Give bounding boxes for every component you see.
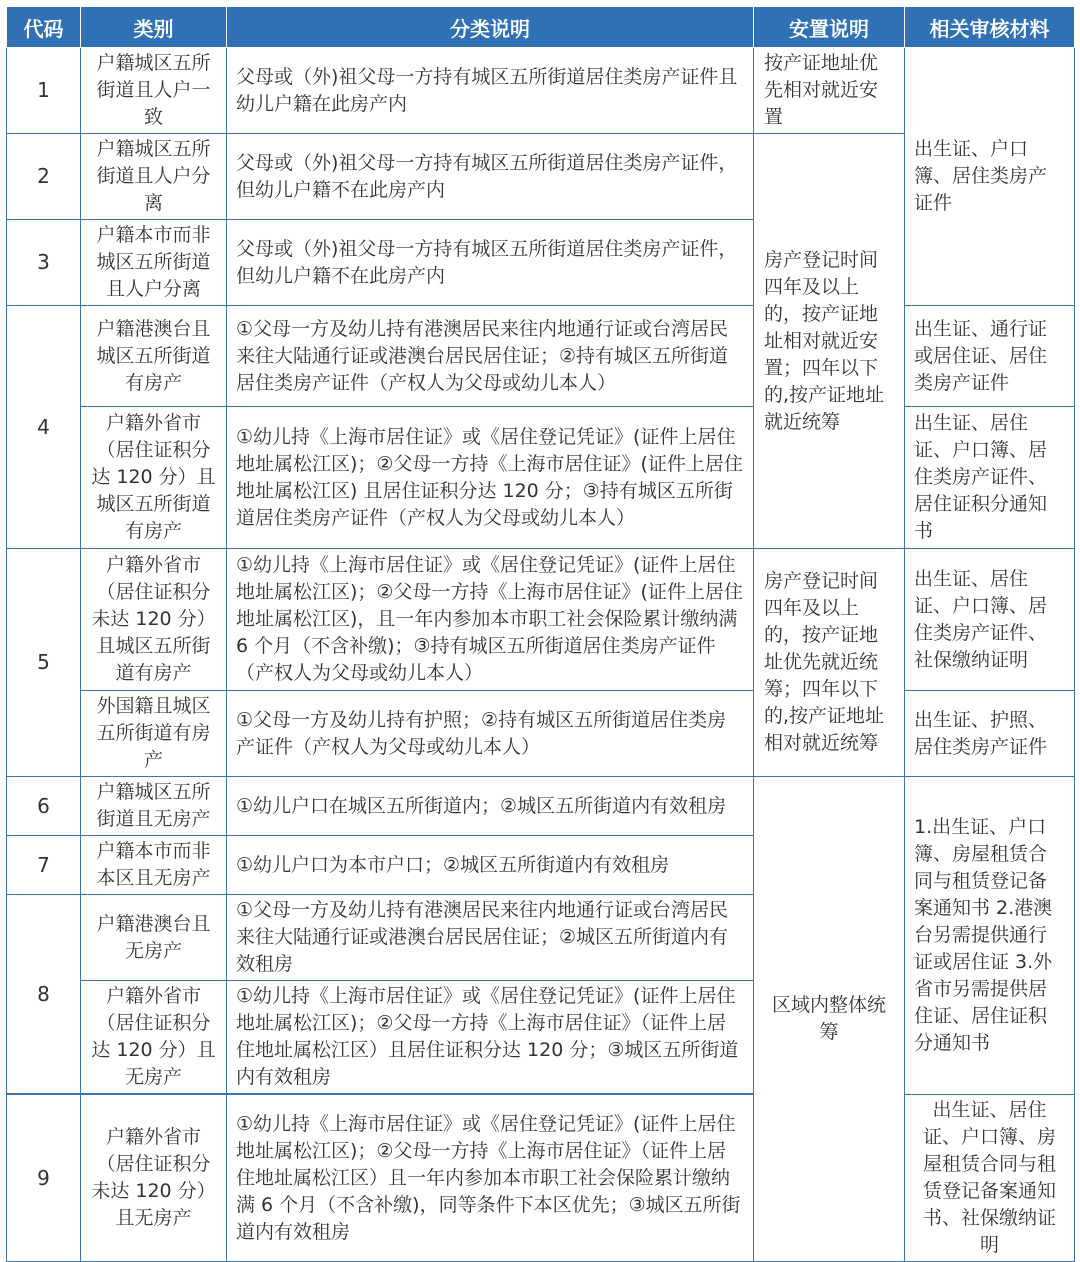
- table-row: [7, 691, 1075, 777]
- placement-note: 区域内整体统筹: [754, 777, 905, 1262]
- row-code: 3: [7, 220, 81, 306]
- row-category: 户籍外省市（居住证积分未达 120 分）且城区五所街道有房产: [81, 549, 227, 691]
- header-category: 类别: [81, 7, 227, 48]
- materials-note: 出生证、护照、居住类房产证件: [905, 691, 1075, 777]
- row-description: ①幼儿持《上海市居住证》或《居住登记凭证》(证件上居住地址属松江区)；②父母一方持《上海市居住证》(证件上居住地址属松江区) 且居住证积分达 120 分；③持有城区五所街道居住类房产证件（产权人为父母或幼儿本人）: [227, 407, 754, 549]
- row-description: ①父母一方及幼儿持有港澳居民来往内地通行证或台湾居民来往大陆通行证或港澳台居民居住证；②城区五所街道内有效租房: [227, 895, 754, 981]
- row-code: 6: [7, 777, 81, 836]
- row-category: 户籍外省市（居住证积分未达 120 分）且无房产: [81, 1095, 227, 1262]
- materials-note: 出生证、居住证、户口簿、居住类房产证件、居住证积分通知书: [905, 407, 1075, 549]
- table-row: [7, 777, 1075, 836]
- header-materials: 相关审核材料: [905, 7, 1075, 48]
- placement-note: 房产登记时间四年及以上的，按产证地址相对就近安置；四年以下的,按产证地址就近统筹: [754, 134, 905, 549]
- row-code: 9: [7, 1095, 81, 1262]
- row-category: 户籍外省市（居住证积分达 120 分）且无房产: [81, 981, 227, 1094]
- row-category: 户籍港澳台且城区五所街道有房产: [81, 306, 227, 407]
- placement-note: 按产证地址优先相对就近安置: [754, 48, 905, 134]
- row-description: ①幼儿持《上海市居住证》或《居住登记凭证》(证件上居住地址属松江区)；②父母一方持《上海市居住证》(证件上居住地址属松江区)，且一年内参加本市职工社会保险累计缴纳满 6 个月（不含补缴)；③持有城区五所街道居住类房产证件（产权人为父母或幼儿本人）: [227, 549, 754, 691]
- row-code: 2: [7, 134, 81, 220]
- table-row: [7, 1095, 1075, 1262]
- row-code: 7: [7, 836, 81, 895]
- row-description: 父母或（外)祖父母一方持有城区五所街道居住类房产证件且幼儿户籍在此房产内: [227, 48, 754, 134]
- materials-note: 出生证、居住证、户口簿、居住类房产证件、社保缴纳证明: [905, 549, 1075, 691]
- row-description: ①幼儿户口在城区五所街道内；②城区五所街道内有效租房: [227, 777, 754, 836]
- header-code: 代码: [7, 7, 81, 48]
- row-category: 外国籍且城区五所街道有房产: [81, 691, 227, 777]
- row-code: 5: [7, 549, 81, 777]
- header-description: 分类说明: [227, 7, 754, 48]
- row-category: 户籍城区五所街道且无房产: [81, 777, 227, 836]
- table-row: [7, 407, 1075, 549]
- materials-note: 出生证、户口簿、居住类房产证件: [905, 48, 1075, 306]
- row-code: 4: [7, 306, 81, 549]
- table-header-row: [7, 7, 1075, 48]
- table-row: [7, 549, 1075, 691]
- header-placement: 安置说明: [754, 7, 905, 48]
- row-description: ①幼儿持《上海市居住证》或《居住登记凭证》(证件上居住地址属松江区)；②父母一方持《上海市居住证》（证件上居住地址属松江区）且居住证积分达 120 分；③城区五所街道内有效租房: [227, 981, 754, 1094]
- row-category: 户籍城区五所街道且人户一致: [81, 48, 227, 134]
- row-category: 户籍港澳台且无房产: [81, 895, 227, 981]
- materials-note: 出生证、居住证、户口簿、房屋租赁合同与租赁登记备案通知书、社保缴纳证明: [905, 1095, 1075, 1262]
- row-code: 8: [7, 895, 81, 1094]
- row-code: 1: [7, 48, 81, 134]
- table-row: [7, 306, 1075, 407]
- row-description: 父母或（外)祖父母一方持有城区五所街道居住类房产证件，但幼儿户籍不在此房产内: [227, 134, 754, 220]
- row-category: 户籍外省市（居住证积分达 120 分）且城区五所街道有房产: [81, 407, 227, 549]
- placement-note: 房产登记时间四年及以上的，按产证地址优先就近统筹；四年以下的,按产证地址相对就近统筹: [754, 549, 905, 777]
- row-category: 户籍本市而非本区且无房产: [81, 836, 227, 895]
- row-category: 户籍本市而非城区五所街道且人户分离: [81, 220, 227, 306]
- row-description: ①幼儿持《上海市居住证》或《居住登记凭证》(证件上居住地址属松江区)；②父母一方持《上海市居住证》（证件上居住地址属松江区）且一年内参加本市职工社会保险累计缴纳满 6 个月（不含补缴)，同等条件下本区优先；③城区五所街道内有效租房: [227, 1095, 754, 1262]
- table-row: [7, 48, 1075, 134]
- row-description: ①父母一方及幼儿持有港澳居民来往内地通行证或台湾居民来往大陆通行证或港澳台居民居住证；②持有城区五所街道居住类房产证件（产权人为父母或幼儿本人）: [227, 306, 754, 407]
- row-description: ①幼儿户口为本市户口；②城区五所街道内有效租房: [227, 836, 754, 895]
- enrollment-category-table: [6, 6, 1075, 1262]
- row-description: ①父母一方及幼儿持有护照；②持有城区五所街道居住类房产证件（产权人为父母或幼儿本人）: [227, 691, 754, 777]
- row-description: 父母或（外)祖父母一方持有城区五所街道居住类房产证件，但幼儿户籍不在此房产内: [227, 220, 754, 306]
- materials-note: 1.出生证、户口簿、房屋租赁合同与租赁登记备案通知书 2.港澳台另需提供通行证或居住证 3.外省市另需提供居住证、居住证积分通知书: [905, 777, 1075, 1095]
- materials-note: 出生证、通行证或居住证、居住类房产证件: [905, 306, 1075, 407]
- row-category: 户籍城区五所街道且人户分离: [81, 134, 227, 220]
